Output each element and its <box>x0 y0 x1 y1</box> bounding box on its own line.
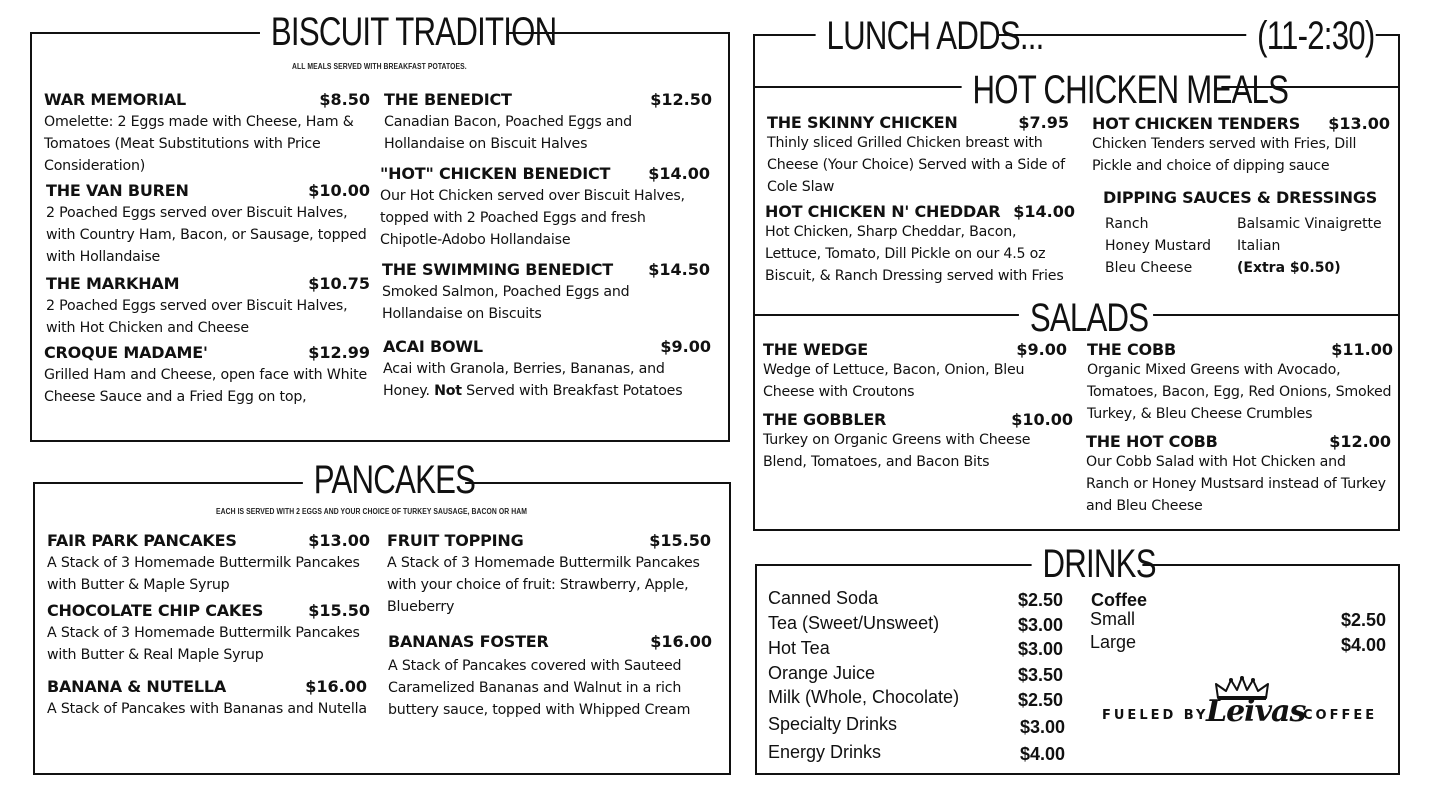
menu-item-bananas-foster <box>388 632 712 721</box>
salads-title: SALADS <box>1019 296 1153 340</box>
item-name: THE COBB <box>1087 340 1176 359</box>
item-name: FAIR PARK PANCAKES <box>47 531 237 550</box>
menu-item-hot-chicken-benedict <box>380 164 710 251</box>
item-price: $11.00 <box>1331 340 1393 359</box>
drink-name: Specialty Drinks <box>768 714 898 734</box>
coffee-small: Small <box>1090 609 1136 629</box>
item-price: $15.50 <box>308 601 370 620</box>
sauce-extra-charge: (Extra $0.50) <box>1237 260 1341 276</box>
drink-price: $2.50 <box>1018 590 1064 610</box>
drink-name: Hot Tea <box>768 638 830 658</box>
menu-item-markham <box>46 274 370 339</box>
coffee-large: Large <box>1090 632 1137 652</box>
item-desc <box>383 358 711 402</box>
item-price: $15.50 <box>649 531 711 550</box>
menu-item-war-memorial <box>44 90 370 177</box>
menu-item-swimming-benedict <box>382 260 710 325</box>
item-price: $7.95 <box>1018 113 1069 132</box>
drink-name: Energy Drinks <box>768 742 882 762</box>
menu-item-banana-nutella <box>47 677 367 720</box>
item-name: CROQUE MADAME' <box>44 343 208 362</box>
item-desc: 2 Poached Eggs served over Biscuit Halves, with Country Ham, Bacon, or Sausage, topped with Hollandaise <box>46 205 367 265</box>
drinks-title: DRINKS <box>1032 542 1143 586</box>
item-price: $10.00 <box>308 181 370 200</box>
menu-item-wedge <box>763 340 1067 403</box>
sauce-item: Balsamic Vinaigrette <box>1237 216 1382 232</box>
biscuit-note: ALL MEALS SERVED WITH BREAKFAST POTATOES. <box>292 62 467 71</box>
item-name: THE HOT COBB <box>1086 432 1218 451</box>
coffee-small-price: $2.50 <box>1341 610 1387 630</box>
item-price: $10.00 <box>1011 410 1073 429</box>
sauce-item: Italian <box>1237 238 1281 254</box>
item-desc: Turkey on Organic Greens with Cheese Blend, Tomatoes, and Bacon Bits <box>763 432 1031 470</box>
item-name: BANANAS FOSTER <box>388 632 549 651</box>
fueled-by-text: FUELED BY <box>1102 708 1209 723</box>
menu-item-fruit-topping <box>387 531 711 618</box>
menu-item-acai-bowl <box>383 337 711 402</box>
item-desc: Organic Mixed Greens with Avocado, Tomatoes, Bacon, Egg, Red Onions, Smoked Turkey, & Bleu Cheese Crumbles <box>1087 362 1392 422</box>
item-desc: Omelette: 2 Eggs made with Cheese, Ham & Tomatoes (Meat Substitutions with Price Consideration) <box>44 114 354 174</box>
item-price: $9.00 <box>660 337 711 356</box>
item-name: THE SKINNY CHICKEN <box>767 113 958 132</box>
menu-item-cobb <box>1087 340 1393 425</box>
desc-bold: Not <box>434 383 462 399</box>
coffee-large-price: $4.00 <box>1341 635 1387 655</box>
item-name: "HOT" CHICKEN BENEDICT <box>380 164 611 183</box>
item-name: WAR MEMORIAL <box>44 90 187 109</box>
lunch-hours: (11-2:30) <box>1246 14 1375 58</box>
item-desc: 2 Poached Eggs served over Biscuit Halves, with Hot Chicken and Cheese <box>46 298 348 336</box>
item-desc: A Stack of Pancakes covered with Sauteed Caramelized Bananas and Walnut in a rich buttery sauce, topped with Whipped Cream <box>388 658 691 718</box>
desc-part: Acai with Granola, Berries, Bananas, and Honey. <box>383 361 665 399</box>
item-price: $12.50 <box>650 90 712 109</box>
item-desc: Our Cobb Salad with Hot Chicken and Ranch or Honey Mustsard instead of Turkey and Bleu Cheese <box>1086 454 1386 514</box>
item-desc: Our Hot Chicken served over Biscuit Halves, topped with 2 Poached Eggs and fresh Chipotle-Adobo Hollandaise <box>380 188 685 248</box>
menu-item-skinny-chicken <box>767 113 1069 198</box>
item-name: THE GOBBLER <box>763 410 887 429</box>
drink-name: Milk (Whole, Chocolate) <box>768 687 960 707</box>
sauce-item: Honey Mustard <box>1105 238 1212 254</box>
menu-item-benedict <box>384 90 712 155</box>
menu-item-van-buren <box>46 181 370 268</box>
item-price: $16.00 <box>305 677 367 696</box>
item-desc: A Stack of 3 Homemade Buttermilk Pancakes with Butter & Maple Syrup <box>47 555 360 593</box>
item-price: $14.50 <box>648 260 710 279</box>
item-price: $13.00 <box>308 531 370 550</box>
item-name: FRUIT TOPPING <box>387 531 524 550</box>
item-name: CHOCOLATE CHIP CAKES <box>47 601 264 620</box>
pancakes-note: EACH IS SERVED WITH 2 EGGS AND YOUR CHOICE OF TURKEY SAUSAGE, BACON OR HAM <box>216 507 527 516</box>
item-desc: Grilled Ham and Cheese, open face with White Cheese Sauce and a Fried Egg on top, <box>44 367 367 405</box>
item-price: $12.99 <box>308 343 370 362</box>
lunch-title: LUNCH ADDS... <box>816 14 998 58</box>
drink-name: Canned Soda <box>768 588 879 608</box>
item-name: ACAI BOWL <box>383 337 483 356</box>
menu-item-croque-madame <box>44 343 370 408</box>
drink-name: Tea (Sweet/Unsweet) <box>768 613 940 633</box>
item-desc: Chicken Tenders served with Fries, Dill Pickle and choice of dipping sauce <box>1092 136 1357 174</box>
item-price: $12.00 <box>1329 432 1391 451</box>
item-name: HOT CHICKEN TENDERS <box>1092 114 1301 133</box>
item-price: $13.00 <box>1328 114 1390 133</box>
hot-chicken-title: HOT CHICKEN MEALS <box>962 68 1222 112</box>
sauce-item: Bleu Cheese <box>1105 260 1193 276</box>
menu-item-hot-chicken-cheddar <box>765 202 1075 287</box>
item-price: $9.00 <box>1016 340 1067 359</box>
item-name: THE WEDGE <box>763 340 868 359</box>
sauces-title: DIPPING SAUCES & DRESSINGS <box>1103 188 1378 207</box>
coffee-title: Coffee <box>1091 590 1148 610</box>
menu-item-chocolate-chip <box>47 601 370 666</box>
item-desc: Wedge of Lettuce, Bacon, Onion, Bleu Cheese with Croutons <box>763 362 1025 400</box>
drink-price: $3.50 <box>1018 665 1064 685</box>
menu-item-hot-chicken-tenders <box>1092 114 1390 177</box>
item-name: THE BENEDICT <box>384 90 512 109</box>
menu-item-hot-cobb <box>1086 432 1391 517</box>
item-price: $14.00 <box>648 164 710 183</box>
item-price: $8.50 <box>319 90 370 109</box>
item-name: THE MARKHAM <box>46 274 180 293</box>
sauce-item: Ranch <box>1105 216 1149 232</box>
drink-price: $3.00 <box>1018 639 1064 659</box>
item-name: THE VAN BUREN <box>46 181 189 200</box>
item-desc: Hot Chicken, Sharp Cheddar, Bacon, Lettuce, Tomato, Dill Pickle on our 4.5 oz Biscuit, & Ranch Dressing served with Fries <box>765 224 1064 284</box>
drink-price: $3.00 <box>1018 615 1064 635</box>
item-desc: A Stack of 3 Homemade Buttermilk Pancakes with Butter & Real Maple Syrup <box>47 625 360 663</box>
item-desc: A Stack of Pancakes with Bananas and Nutella <box>47 701 367 717</box>
item-name: HOT CHICKEN N' CHEDDAR <box>765 202 1001 221</box>
drink-price: $3.00 <box>1020 717 1066 737</box>
item-price: $10.75 <box>308 274 370 293</box>
drink-name: Orange Juice <box>768 663 876 683</box>
leivas-logo: Leivas <box>1206 694 1306 729</box>
item-desc: Smoked Salmon, Poached Eggs and Hollandaise on Biscuits <box>382 284 630 322</box>
item-name: BANANA & NUTELLA <box>47 677 227 696</box>
drink-price: $4.00 <box>1020 744 1066 764</box>
pancakes-title: PANCAKES <box>303 458 465 502</box>
coffee-brand-text: COFFEE <box>1303 708 1378 723</box>
item-price: $16.00 <box>650 632 712 651</box>
item-price: $14.00 <box>1013 202 1075 221</box>
item-desc: A Stack of 3 Homemade Buttermilk Pancakes with your choice of fruit: Strawberry, Apple, Blueberry <box>387 555 700 615</box>
desc-part: Served with Breakfast Potatoes <box>461 383 683 399</box>
drink-price: $2.50 <box>1018 690 1064 710</box>
item-desc: Canadian Bacon, Poached Eggs and Hollandaise on Biscuit Halves <box>384 114 632 152</box>
item-name: THE SWIMMING BENEDICT <box>382 260 613 279</box>
menu-item-fair-park <box>47 531 370 596</box>
biscuit-title: BISCUIT TRADITION <box>260 10 508 54</box>
item-desc: Thinly sliced Grilled Chicken breast with Cheese (Your Choice) Served with a Side of Cole Slaw <box>767 135 1065 195</box>
menu-item-gobbler <box>763 410 1073 473</box>
